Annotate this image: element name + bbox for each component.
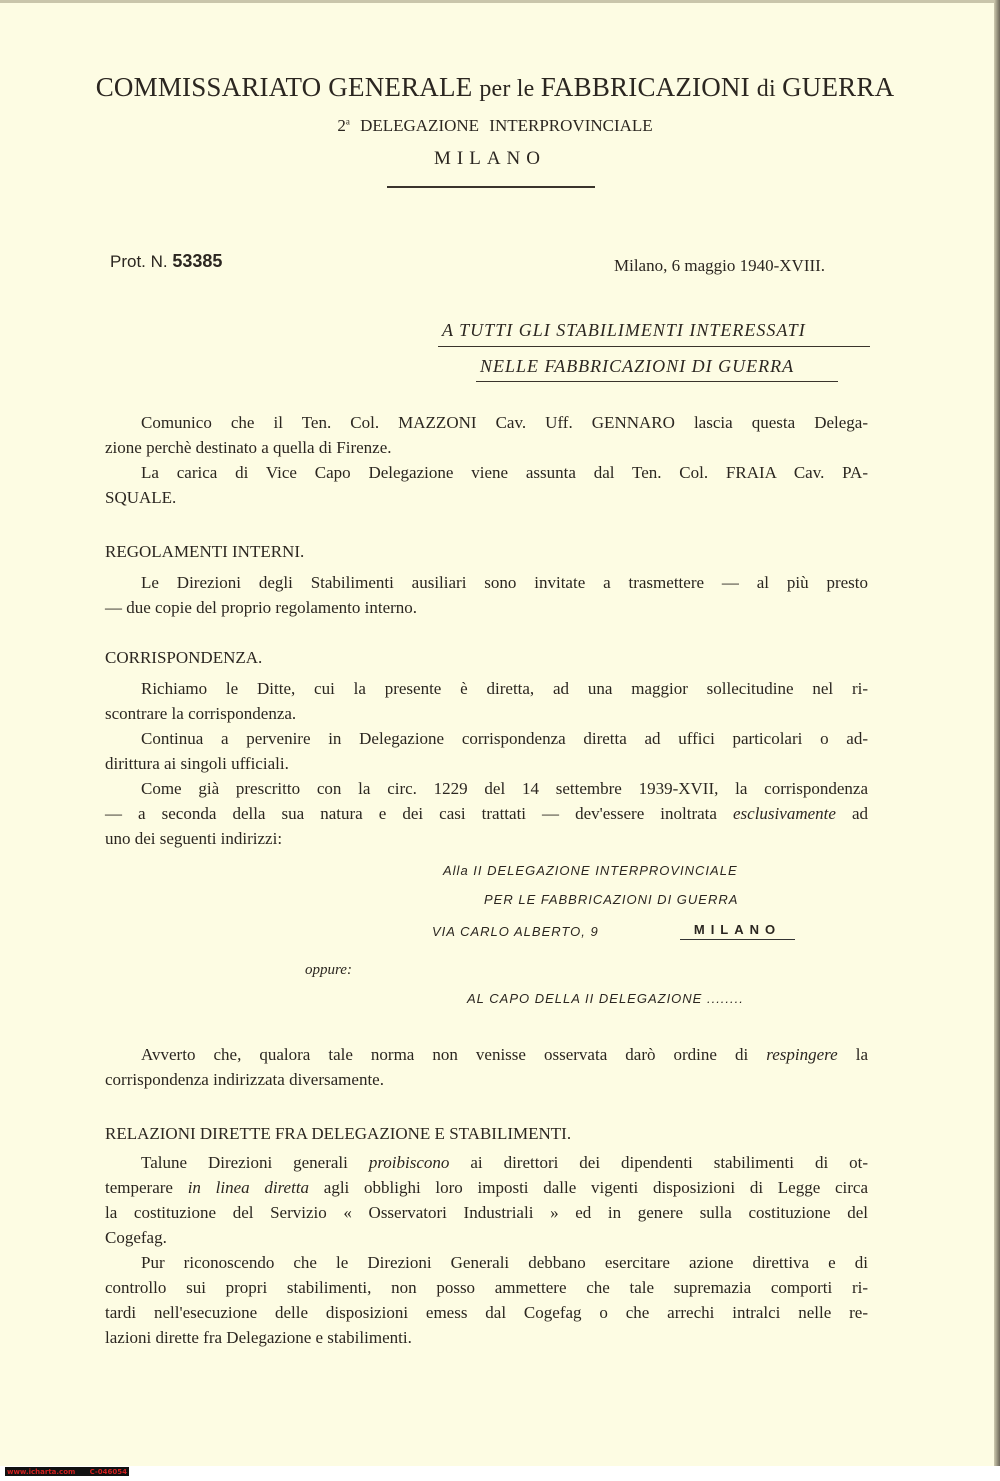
text-line: Talune Direzioni generali proibiscono ai direttori dei dipendenti stabilimenti di ot- [141,1153,869,1172]
section-heading: RELAZIONI DIRETTE FRA DELEGAZIONE E STABILIMENTI. [105,1124,572,1143]
corrispondenza-paragraph [105,676,868,851]
text-line: dirittura ai singoli ufficiali. [105,754,289,773]
emphasis: proibiscono [368,1153,450,1172]
text-line: tardi nell'esecuzione delle disposizioni emess dal Cogefag o che arrechi intralci nelle re- [105,1303,868,1322]
letterhead-delegation [0,116,990,136]
watermark [5,1467,129,1476]
underline [476,381,838,382]
text-line: uno dei seguenti indirizzi: [105,829,283,848]
addressee-line: A TUTTI GLI STABILIMENTI INTERESSATI [442,320,806,340]
intro-paragraph [105,410,868,510]
text-line: — due copie del proprio regolamento interno. [105,598,418,617]
text-line: zione perchè destinato a quella di Firenze. [105,438,392,457]
address-line: PER LE FABBRICAZIONI DI GUERRA [484,892,739,907]
regolamenti-paragraph [105,570,868,620]
emphasis: respingere [766,1045,838,1064]
letterhead-title [0,72,990,103]
emphasis: esclusivamente [733,804,836,823]
title-part: per le [479,76,541,102]
letter-date: Milano, 6 maggio 1940-XVIII. [614,256,826,275]
text-line: Avverto che, qualora tale norma non venisse osservata darò ordine di respingere la [141,1045,868,1064]
scan-edge-right [994,0,1000,1466]
text-line: Cogefag. [105,1228,167,1247]
divider [387,186,595,188]
text-line: Continua a pervenire in Delegazione corrispondenza diretta ad uffici particolari o ad- [141,729,868,748]
text-line: scontrare la corrispondenza. [105,704,297,723]
letterhead-city: MILANO [434,148,546,169]
text-line: corrispondenza indirizzata diversamente. [105,1070,384,1089]
text-line: la costituzione del Servizio « Osservatori Industriali » ed in genere sulla costituzione del [105,1203,868,1222]
prot-value: 53385 [172,251,223,271]
ordinal-sup: a [345,116,350,127]
watermark-code: C-046054 [89,1467,127,1476]
text-line: lazioni dirette fra Delegazione e stabilimenti. [105,1328,412,1347]
prot-label: Prot. N. [110,252,168,271]
address-alt: AL CAPO DELLA II DELEGAZIONE ........ [467,991,744,1006]
text-line: — a seconda della sua natura e dei casi trattati — dev'essere inoltrata esclusivamente ad [105,804,868,823]
title-part: FABBRICAZIONI [540,72,757,102]
address-city: MILANO [680,922,795,940]
address-line: VIA CARLO ALBERTO, 9 [432,924,599,939]
text-line: temperare in linea diretta agli obblighi loro imposti dalle vigenti disposizioni di Legge circa [105,1178,869,1197]
ordinal: 2 [337,116,346,135]
section-heading: REGOLAMENTI INTERNI. [105,542,305,561]
address-line: Alla II DELEGAZIONE INTERPROVINCIALE [443,863,738,878]
oppure-label: oppure: [305,962,352,978]
title-part: GUERRA [782,72,895,102]
addressee-line: NELLE FABBRICAZIONI DI GUERRA [480,356,795,376]
title-part: COMMISSARIATO GENERALE [95,72,480,102]
protocol-number [110,251,222,272]
relazioni-paragraph [105,1150,868,1350]
scan-edge-top [0,0,1000,3]
emphasis: in linea diretta [187,1178,310,1197]
scan-bottom-margin [0,1466,1000,1481]
text-line: controllo sui propri stabilimenti, non posso ammettere che tale supremazia comporti ri- [105,1278,868,1297]
text-line: SQUALE. [105,488,177,507]
text-line: Pur riconoscendo che le Direzioni Generali debbano esercitare azione direttiva e di [141,1253,868,1272]
text-line: Comunico che il Ten. Col. MAZZONI Cav. Uff. GENNARO lascia questa Delega- [141,413,868,432]
title-part: di [756,76,783,102]
section-heading: CORRISPONDENZA. [105,648,263,667]
watermark-site: www.icharta.com [7,1467,76,1476]
delegation: DELEGAZIONE INTERPROVINCIALE [360,116,653,135]
text-line: La carica di Vice Capo Delegazione viene assunta dal Ten. Col. FRAIA Cav. PA- [141,463,868,482]
avverto-paragraph [105,1042,868,1092]
text-line: Come già prescritto con la circ. 1229 del 14 settembre 1939-XVII, la corrispondenza [141,779,868,798]
underline [438,346,870,347]
text-line: Richiamo le Ditte, cui la presente è diretta, ad una maggior sollecitudine nel ri- [141,679,868,698]
text-line: Le Direzioni degli Stabilimenti ausiliari sono invitate a trasmettere — al più presto [141,573,868,592]
